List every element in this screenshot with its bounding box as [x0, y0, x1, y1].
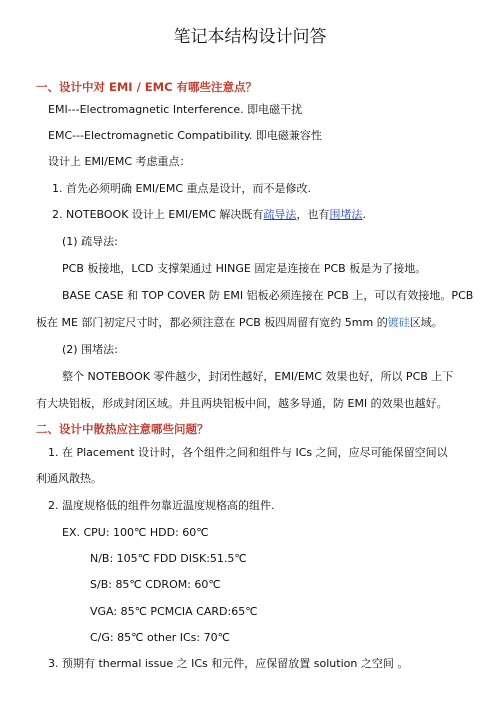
temp-example-1: EX. CPU: 100℃ HDD: 60℃: [62, 526, 209, 539]
section-1-heading: 一、设计中对 EMI / EMC 有哪些注意点？: [36, 80, 258, 94]
emc-definition: EMC---Electromagnetic Compatibility. 即电磁兼容性: [48, 129, 322, 142]
method-1-text-1: PCB 板接地，LCD 支撑架通过 HINGE 固定是连接在 PCB 板是为了接地。: [62, 262, 427, 275]
link-shudao-method[interactable]: 疏导法: [263, 208, 297, 221]
method-2-text-2: 有大块铝板，形成封闭区域。并且两块铝板中间，越多导通，防 EMI 的效果也越好。: [36, 397, 448, 410]
point-2-text-a: 2. NOTEBOOK 设计上 EMI/EMC 解决既有: [52, 208, 264, 221]
temp-example-4: VGA: 85℃ PCMCIA CARD:65℃: [90, 605, 258, 618]
method-1-text-3b: 区域。: [409, 316, 443, 329]
section-2-heading: 二、设计中散热应注意哪些问题？: [36, 422, 209, 436]
temp-example-3: S/B: 85℃ CDROM: 60℃: [90, 578, 221, 591]
highlight-term: 镀硅: [387, 316, 410, 329]
s2-point-1b: 利通风散热。: [36, 472, 102, 485]
method-1-text-3: [36, 316, 443, 330]
s2-point-3: 3. 预期有 thermal issue 之 ICs 和元件，应保留放置 solution 之空间 。: [48, 657, 409, 670]
design-focus-label: 设计上 EMI/EMC 考虑重点：: [48, 155, 191, 168]
method-1-label: (1) 疏导法:: [62, 235, 118, 248]
document-title: 笔记本结构设计问答: [173, 27, 327, 47]
point-2: [52, 208, 366, 222]
method-1-text-3a: 板在 ME 部门初定尺寸时，都必须注意在 PCB 板四周留有宽约 5mm 的: [36, 316, 388, 329]
method-2-label: (2) 围堵法:: [62, 343, 118, 356]
method-2-text-1: 整个 NOTEBOOK 零件越少，封闭性越好，EMI/EMC 效果也好，所以 PCB 上下: [62, 370, 454, 383]
temp-example-2: N/B: 105℃ FDD DISK:51.5℃: [90, 552, 247, 565]
s2-point-2: 2. 温度规格低的组件勿靠近温度规格高的组件.: [48, 499, 275, 512]
temp-example-5: C/G: 85℃ other ICs: 70℃: [90, 631, 230, 644]
link-weidu-method[interactable]: 围堵法: [329, 208, 363, 221]
point-2-text-c: .: [362, 208, 366, 221]
method-1-text-2: BASE CASE 和 TOP COVER 防 EMI 铝板必须连接在 PCB 上，可以有效接地。PCB: [62, 289, 474, 302]
point-1: 1. 首先必须明确 EMI/EMC 重点是设计，而不是修改.: [52, 182, 311, 195]
emi-definition: EMI---Electromagnetic Interference. 即电磁干扰: [48, 103, 303, 116]
s2-point-1a: 1. 在 Placement 设计时，各个组件之间和组件与 ICs 之间，应尽可能保留空间以: [48, 446, 448, 459]
point-2-text-b: ，也有: [296, 208, 330, 221]
